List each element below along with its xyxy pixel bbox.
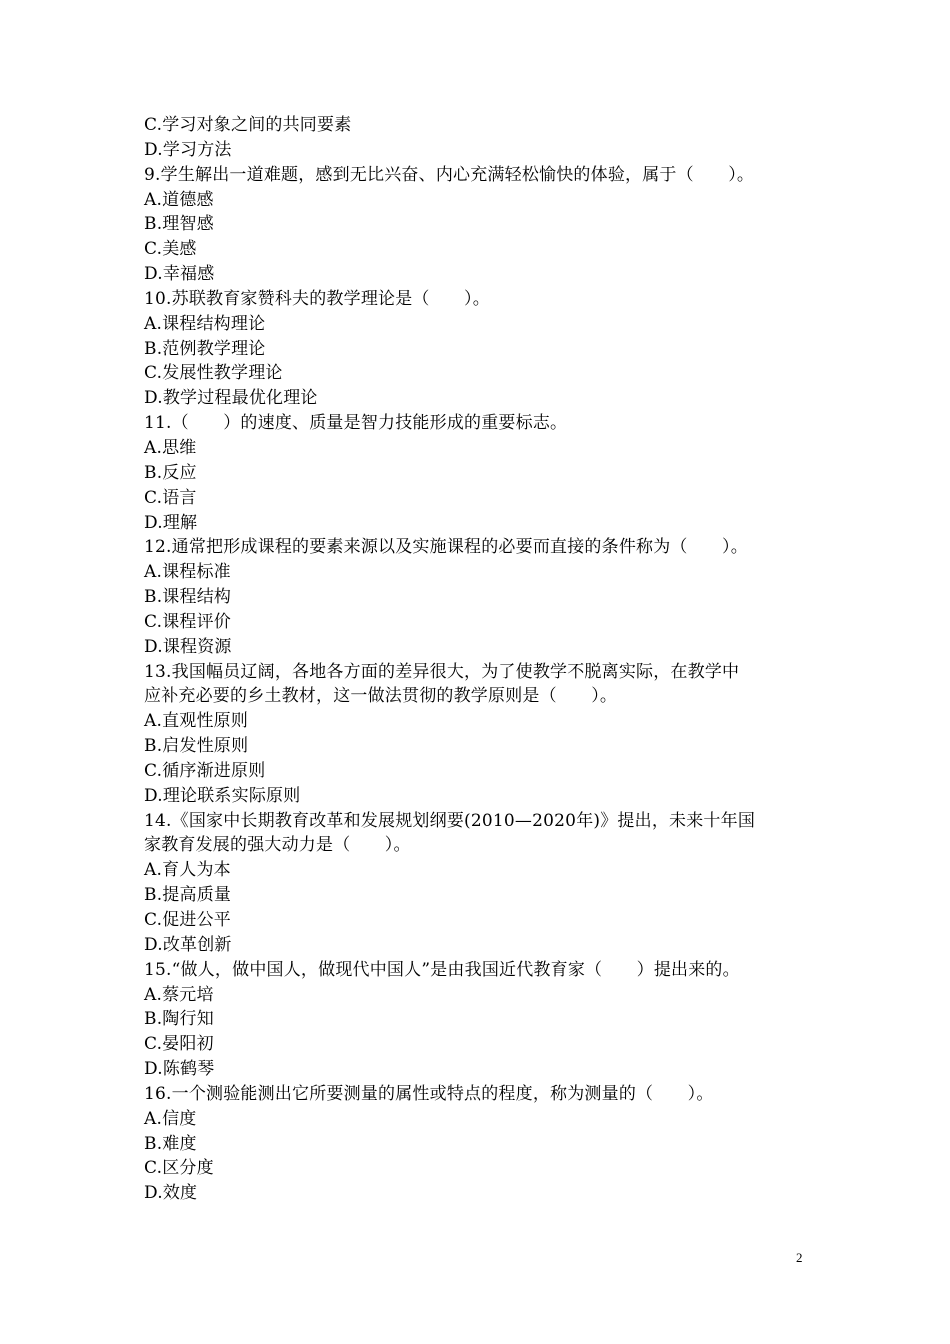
text-line: B.陶行知 [144,1009,214,1030]
text-line: B.难度 [144,1133,197,1154]
text-line: 13.我国幅员辽阔，各地各方面的差异很大，为了使教学不脱离实际，在教学中 [144,661,740,682]
text-line: 16.一个测验能测出它所要测量的属性或特点的程度，称为测量的（ ）。 [144,1083,714,1104]
text-line: 应补充必要的乡土教材，这一做法贯彻的教学原则是（ ）。 [144,686,618,707]
text-line: D.教学过程最优化理论 [144,388,318,409]
text-line: C.学习对象之间的共同要素 [144,115,352,135]
text-line: A.信度 [144,1108,197,1129]
text-line: D.改革创新 [144,934,232,955]
text-line: 15.“做人，做中国人，做现代中国人”是由我国近代教育家（ ）提出来的。 [144,959,740,980]
text-line: D.效度 [144,1183,198,1204]
text-line: 12.通常把形成课程的要素来源以及实施课程的必要而直接的条件称为（ ）。 [144,537,748,558]
text-line: D.学习方法 [144,139,232,160]
text-line: B.范例教学理论 [144,338,266,359]
text-line: B.课程结构 [144,587,232,608]
text-line: B.启发性原则 [144,736,249,757]
text-line: B.反应 [144,462,197,483]
text-line: 10.苏联教育家赞科夫的教学理论是（ ）。 [144,288,490,309]
text-line: C.区分度 [144,1158,214,1179]
text-line: A.思维 [144,437,197,458]
text-line: 9.学生解出一道难题，感到无比兴奋、内心充满轻松愉快的体验，属于（ ）。 [144,164,755,185]
text-line: A.课程标准 [144,562,231,583]
text-line: D.幸福感 [144,264,215,285]
text-line: A.直观性原则 [144,711,249,732]
text-line: C.循序渐进原则 [144,760,266,781]
text-line: C.美感 [144,239,197,260]
text-line: 11.（ ）的速度、质量是智力技能形成的重要标志。 [144,413,568,434]
page-number: 2 [796,1250,803,1265]
text-line: D.陈鹤琴 [144,1059,215,1080]
text-line: A.道德感 [144,189,214,210]
text-line: D.课程资源 [144,636,232,657]
text-line: 14.《国家中长期教育改革和发展规划纲要(2010—2020年)》提出，未来十年国 [144,810,756,831]
text-line: C.晏阳初 [144,1034,214,1055]
text-line: D.理解 [144,512,198,533]
text-line: A.课程结构理论 [144,313,266,334]
text-line: C.促进公平 [144,910,232,930]
text-line: B.提高质量 [144,885,232,906]
text-line: C.课程评价 [144,611,232,632]
text-line: A.蔡元培 [144,984,214,1005]
question-list [144,113,814,1206]
text-line: C.语言 [144,487,197,508]
text-line: B.理智感 [144,214,214,235]
text-line: A.育人为本 [144,860,231,881]
text-line: 家教育发展的强大动力是（ ）。 [144,835,411,856]
text-line: D.理论联系实际原则 [144,785,301,806]
text-line: C.发展性教学理论 [144,363,283,384]
